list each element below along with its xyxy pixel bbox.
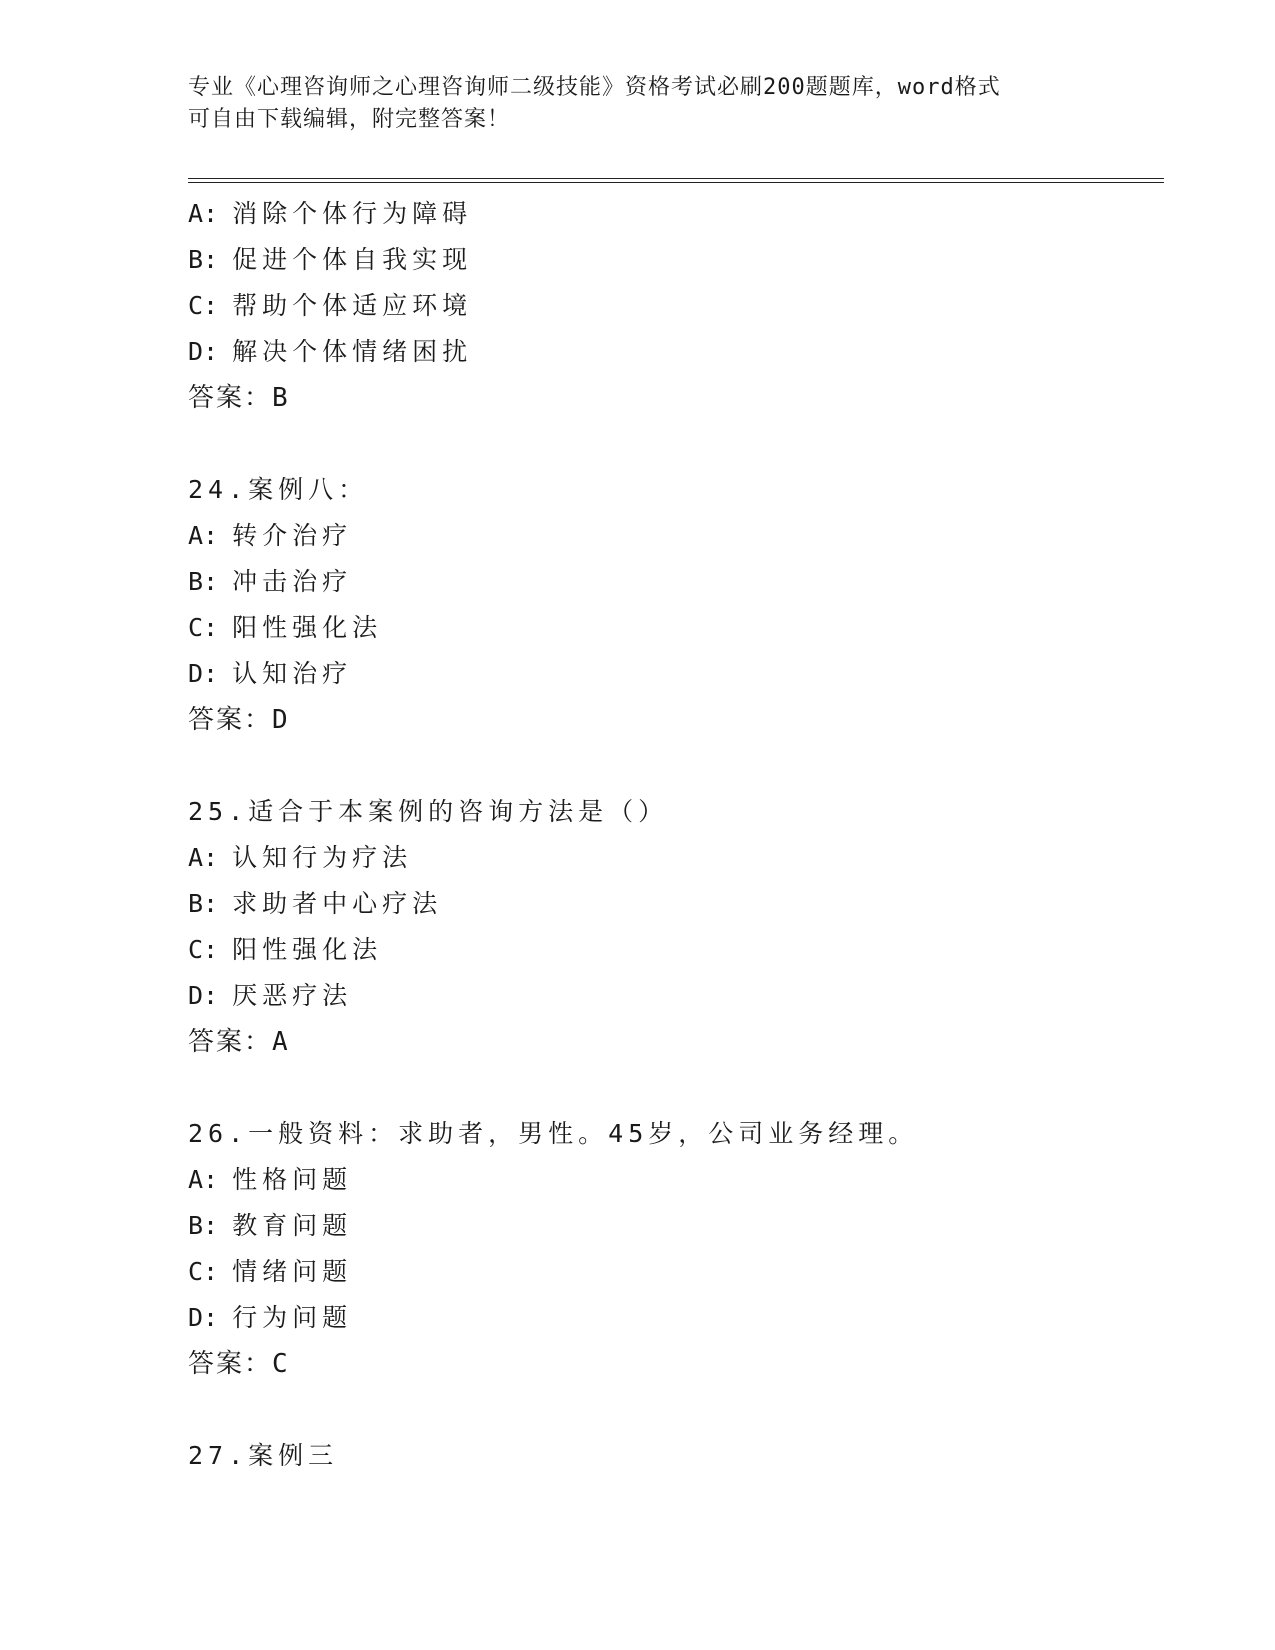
option-b <box>188 881 1164 927</box>
option-text: 求助者中心疗法 <box>232 889 443 918</box>
option-key: B: <box>188 245 219 274</box>
option-d <box>188 1295 1164 1341</box>
option-text: 冲击治疗 <box>232 567 353 596</box>
option-text: 行为问题 <box>232 1303 353 1332</box>
spacer <box>188 743 1164 789</box>
option-key: A: <box>188 199 219 228</box>
option-b <box>188 559 1164 605</box>
option-text: 认知行为疗法 <box>232 843 413 872</box>
header-title-line-1: 专业《心理咨询师之心理咨询师二级技能》资格考试必刷200题题库，word格式 <box>188 75 1001 100</box>
option-key: A: <box>188 1165 219 1194</box>
option-a <box>188 1157 1164 1203</box>
option-key: B: <box>188 889 219 918</box>
option-text: 性格问题 <box>232 1165 353 1194</box>
option-b <box>188 237 1164 283</box>
question-23 <box>188 191 1164 421</box>
header-divider <box>188 178 1164 183</box>
answer: 答案：A <box>188 1027 290 1057</box>
option-key: D: <box>188 659 219 688</box>
option-a <box>188 513 1164 559</box>
option-text: 认知治疗 <box>232 659 353 688</box>
option-text: 转介治疗 <box>232 521 353 550</box>
spacer <box>188 1387 1164 1433</box>
option-key: D: <box>188 1303 219 1332</box>
option-d <box>188 973 1164 1019</box>
option-text: 阳性强化法 <box>232 613 383 642</box>
option-text: 解决个体情绪困扰 <box>232 337 473 366</box>
question-stem: 25.适合于本案例的咨询方法是（） <box>188 797 669 826</box>
answer: 答案：B <box>188 383 290 413</box>
option-d <box>188 651 1164 697</box>
option-text: 情绪问题 <box>232 1257 353 1286</box>
option-key: B: <box>188 1211 219 1240</box>
spacer <box>188 1065 1164 1111</box>
option-key: C: <box>188 1257 219 1286</box>
option-key: D: <box>188 981 219 1010</box>
option-key: B: <box>188 567 219 596</box>
question-24 <box>188 467 1164 743</box>
option-c <box>188 927 1164 973</box>
spacer <box>188 421 1164 467</box>
option-a <box>188 191 1164 237</box>
option-c <box>188 283 1164 329</box>
option-c <box>188 605 1164 651</box>
answer: 答案：D <box>188 705 290 735</box>
header-title-line-2: 可自由下载编辑，附完整答案！ <box>188 107 511 132</box>
question-list <box>188 191 1164 1479</box>
option-text: 厌恶疗法 <box>232 981 353 1010</box>
option-text: 帮助个体适应环境 <box>232 291 473 320</box>
option-text: 阳性强化法 <box>232 935 383 964</box>
question-stem: 26.一般资料：求助者，男性。45岁，公司业务经理。 <box>188 1119 919 1148</box>
option-key: C: <box>188 291 219 320</box>
option-key: C: <box>188 613 219 642</box>
option-key: C: <box>188 935 219 964</box>
option-key: D: <box>188 337 219 366</box>
option-key: A: <box>188 843 219 872</box>
option-text: 促进个体自我实现 <box>232 245 473 274</box>
option-a <box>188 835 1164 881</box>
option-text: 教育问题 <box>232 1211 353 1240</box>
option-b <box>188 1203 1164 1249</box>
question-stem: 24.案例八： <box>188 475 369 504</box>
question-stem: 27.案例三 <box>188 1441 339 1470</box>
option-text: 消除个体行为障碍 <box>232 199 473 228</box>
answer: 答案：C <box>188 1349 290 1379</box>
question-26 <box>188 1111 1164 1387</box>
question-27 <box>188 1433 1164 1479</box>
option-c <box>188 1249 1164 1295</box>
option-d <box>188 329 1164 375</box>
document-header <box>188 72 1088 136</box>
question-25 <box>188 789 1164 1065</box>
option-key: A: <box>188 521 219 550</box>
